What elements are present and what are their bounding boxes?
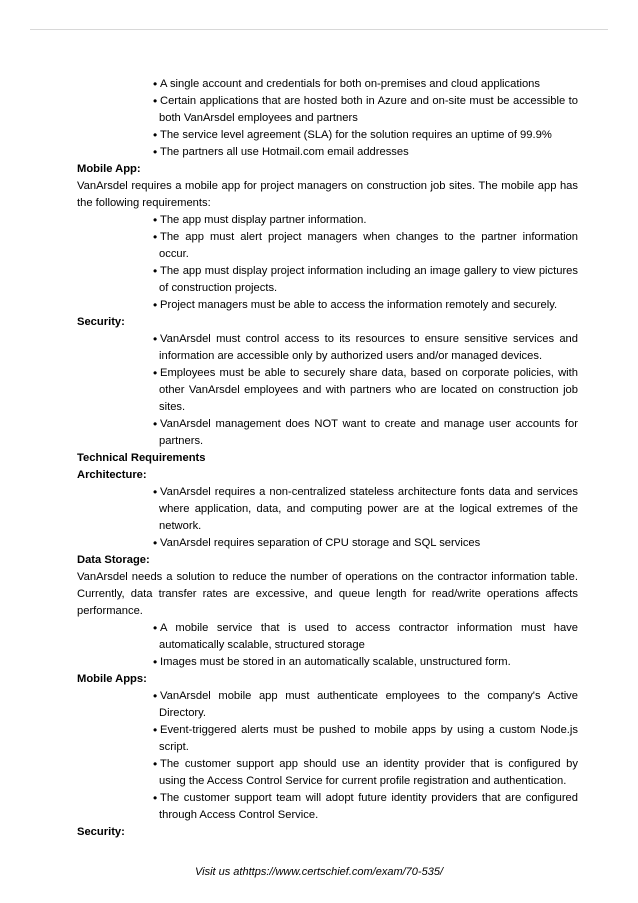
mobile-app-heading: Mobile App: <box>77 163 141 175</box>
list-item: • VanArsdel requires separation of CPU storage and SQL services <box>77 535 578 552</box>
list-item: • The customer support team will adopt future identity providers that are configured through Access Control Service. <box>77 790 578 824</box>
list-item: • VanArsdel requires a non-centralized stateless architecture fonts data and services where application, data, and computing power are at the logical extremes of the network. <box>77 484 578 535</box>
list-item: • VanArsdel management does NOT want to create and manage user accounts for partners. <box>77 416 578 450</box>
list-item: • The app must alert project managers when changes to the partner information occur. <box>77 229 578 263</box>
list-item: • The app must display partner information. <box>77 212 578 229</box>
mobile-apps-heading: Mobile Apps: <box>77 673 147 685</box>
list-item: • A single account and credentials for both on-premises and cloud applications <box>77 76 578 93</box>
list-item: • Event-triggered alerts must be pushed to mobile apps by using a custom Node.js script. <box>77 722 578 756</box>
footer-link[interactable]: Visit us athttps://www.certschief.com/exam/70-535/ <box>194 866 443 878</box>
list-item: • Images must be stored in an automatically scalable, unstructured form. <box>77 654 578 671</box>
list-item: • Employees must be able to securely share data, based on corporate policies, with other VanArsdel employees and with partners who are located on construction job sites. <box>77 365 578 416</box>
list-item: • A mobile service that is used to access contractor information must have automatically scalable, structured storage <box>77 620 578 654</box>
data-storage-heading: Data Storage: <box>77 554 150 566</box>
list-item: • The app must display project information including an image gallery to view pictures of construction projects. <box>77 263 578 297</box>
document-body <box>77 76 578 841</box>
technical-requirements-heading: Technical Requirements <box>77 452 206 464</box>
list-item: • The service level agreement (SLA) for the solution requires an uptime of 99.9% <box>77 127 578 144</box>
list-item: • The customer support app should use an identity provider that is configured by using the Access Control Service for current profile registration and authentication. <box>77 756 578 790</box>
security-heading: Security: <box>77 316 125 328</box>
header-rule <box>30 29 608 30</box>
list-item: • Project managers must be able to access the information remotely and securely. <box>77 297 578 314</box>
security-heading-2: Security: <box>77 826 125 838</box>
list-item: • The partners all use Hotmail.com email addresses <box>77 144 578 161</box>
data-storage-intro: VanArsdel needs a solution to reduce the number of operations on the contractor information table. Currently, data transfer rates are excessive, and queue length for read/write operations affects performance. <box>77 571 578 617</box>
list-item: • Certain applications that are hosted both in Azure and on-site must be accessible to both VanArsdel employees and partners <box>77 93 578 127</box>
list-item: • VanArsdel must control access to its resources to ensure sensitive services and information are accessible only by authorized users and/or managed devices. <box>77 331 578 365</box>
mobile-app-intro: VanArsdel requires a mobile app for project managers on construction job sites. The mobile app has the following requirements: <box>77 180 578 209</box>
architecture-heading: Architecture: <box>77 469 147 481</box>
list-item: • VanArsdel mobile app must authenticate employees to the company's Active Directory. <box>77 688 578 722</box>
